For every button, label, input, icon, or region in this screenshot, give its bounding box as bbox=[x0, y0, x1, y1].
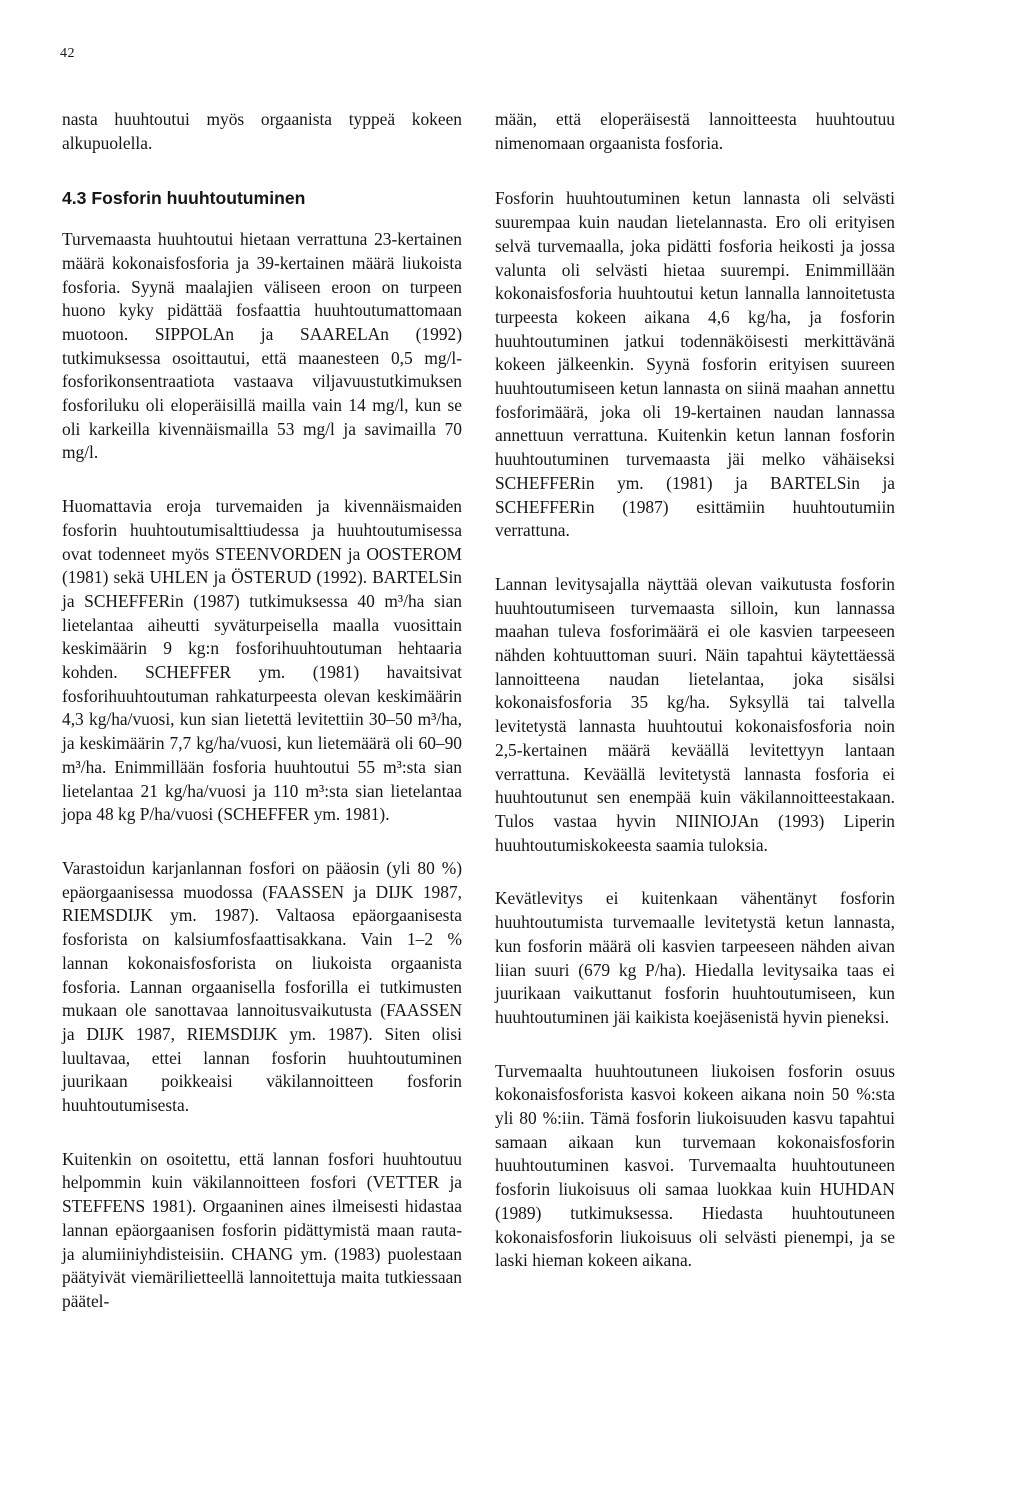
right-paragraph-continued: mään, että eloperäisestä lannoitteesta huuhtoutuu nimenomaan orgaanista fosforia. bbox=[495, 109, 895, 153]
right-paragraph-2: Lannan levitysajalla näyttää olevan vaikutusta fosforin huuhtoutumiseen turvemaasta silloin, kun lannassa maahan tuleva fosforimäärä ei ole kasvien tarpeeseen nähden kohtuuttoman suuri. Näin tapahtui käytettäessä lannoitteena naudan lietelantaa, joka sisälsi kokonaisfosforia 35 kg/ha. Syksyllä tai talvella levitetystä lannasta huuhtoutui kokonaisfosforia noin 2,5-kertainen määrä keväällä levitettyyn lantaan verrattuna. Keväällä levitetystä lannasta fosforia ei huuhtoutunut sen enempää kuin väkilannoitteestakaan. Tulos vastaa hyvin NIINIOJAn (1993) Liperin huuhtoutumiskokeesta saamia tuloksia. bbox=[495, 573, 895, 855]
page-number: 42 bbox=[60, 46, 75, 61]
left-paragraph-1: Turvemaasta huuhtoutui hietaan verrattuna 23-kertainen määrä kokonaisfosforia ja 39-kertainen määrä liukoista fosforia. Syynä maalajien väliseen eroon on turpeen huono kyky pidättää fosfaattia huuhtoutumattomaan muotoon. SIPPOLAn ja SAARELAn (1992) tutkimuksessa osoittautui, että maanesteen 0,5 mg/l-fosforikonsentraatiota vastaava viljavuustutkimuksen fosforiluku oli eloperäisillä mailla vain 14 mg/l, kun se oli karkeilla kivennäismailla 53 mg/l ja savimailla 70 mg/l. bbox=[62, 229, 462, 463]
left-paragraph-4: Kuitenkin on osoitettu, että lannan fosfori huuhtoutuu helpommin kuin väkilannoitteen fosfori (VETTER ja STEFFENS 1981). Orgaaninen aines ilmeisesti hidastaa lannan epäorgaanisen fosforin pidättymistä maan rauta- ja alumiiniyhdisteisiin. CHANG ym. (1983) puolestaan päätyivät viemärilietteellä lannoitettuja maita tutkiessaan päätel- bbox=[62, 1148, 462, 1311]
left-paragraph-3: Varastoidun karjanlannan fosfori on pääosin (yli 80 %) epäorgaanisessa muodossa (FAASSEN ja DIJK 1987, RIEMSDIJK ym. 1987). Valtaosa epäorgaanisesta fosforista on kalsiumfosfaattisakkana. Vain 1–2 % lannan kokonaisfosforista on liukoista orgaanista fosforia. Lannan orgaanisella fosforilla ei tutkimusten mukaan ole sanottavaa lannoitusvaikutusta (FAASSEN ja DIJK 1987, RIEMSDIJK ym. 1987). Siten olisi luultavaa, ettei lannan fosforin huuhtoutuminen juurikaan poikkeaisi väkilannoitteen fosforin huuhtoutumisesta. bbox=[62, 857, 462, 1116]
section-heading: 4.3 Fosforin huuhtoutuminen bbox=[62, 188, 306, 209]
right-paragraph-4: Turvemaalta huuhtoutuneen liukoisen fosforin osuus kokonaisfosforista kasvoi kokeen aikana noin 50 %:sta yli 80 %:iin. Tämä fosforin liukoisuuden kasvu tapahtui samaan aikaan kun turvemaan kokonaisfosforin huuhtoutuminen kasvoi. Turvemaalta huuhtoutuneen fosforin liukoisuus oli samaa luokkaa kuin HUHDAN (1989) tutkimuksessa. Hiedasta huuhtoutuneen kokonaisfosforin liukoisuus oli selvästi pienempi, ja se laski hieman kokeen aikana. bbox=[495, 1060, 895, 1271]
right-column bbox=[495, 108, 895, 1303]
left-paragraph-continued: nasta huuhtoutui myös orgaanista typpeä kokeen alkupuolella. bbox=[62, 109, 462, 153]
right-paragraph-1: Fosforin huuhtoutuminen ketun lannasta oli selvästi suurempaa kuin naudan lietelannasta. Ero oli erityisen selvä turvemaalla, joka pidätti fosforia heikosti ja jossa valunta oli selvästi hietaa suurempi. Enimmillään kokonaisfosforia huuhtoutui ketun lannalla lannoitetusta turpeesta kokeen aikana 4,6 kg/ha, ja fosforin huuhtoutuminen jatkui todennäköisesti merkittävänä kokeen jälkeenkin. Syynä fosforin erityisen suureen huuhtoutumiseen ketun lannasta on siinä maahan annettu fosforimäärä, joka oli 19-kertainen naudan lannassa annettuun verrattuna. Kuitenkin ketun lannan fosforin huuhtoutuminen turvemaasta jäi melko vähäiseksi SCHEFFERin ym. (1981) ja BARTELSin ja SCHEFFERin (1987) esittämiin huuhtoutumiin verrattuna. bbox=[495, 188, 895, 541]
left-paragraph-2: Huomattavia eroja turvemaiden ja kivennäismaiden fosforin huuhtoutumisalttiudessa ja huuhtoutumisessa ovat todenneet myös STEENVORDEN ja OOSTEROM (1981) sekä UHLEN ja ÖSTERUD (1992). BARTELSin ja SCHEFFERin (1987) tutkimuksessa 40 m³/ha sian lietelantaa aiheutti syväturpeisella maalla vuosittain keskimäärin 9 kg:n fosforihuuhtoutuman hehtaaria kohden. SCHEFFER ym. (1981) havaitsivat fosforihuuhtoutuman rahkaturpeesta olevan keskimäärin 4,3 kg/ha/vuosi, kun sian lietettä levitettiin 30–50 m³/ha, ja keskimäärin 7,7 kg/ha/vuosi, kun lietemäärä oli 60–90 m³/ha. Enimmillään fosforia huuhtoutui 55 m³:sta sian lietelantaa 21 kg/ha/vuosi ja 110 m³:sta sian lietelantaa jopa 48 kg P/ha/vuosi (SCHEFFER ym. 1981). bbox=[62, 496, 462, 825]
left-column bbox=[62, 108, 462, 1344]
right-paragraph-3: Kevätlevitys ei kuitenkaan vähentänyt fosforin huuhtoutumista turvemaalle levitetystä ketun lannasta, kun fosforin määrä oli kasvien tarpeeseen nähden aivan liian suuri (679 kg P/ha). Hiedalla levitysaika taas ei juurikaan vaikuttanut fosforin huuhtoutumiseen, kun huuhtoutuminen jäi kaikista koejäsenistä hyvin pieneksi. bbox=[495, 888, 895, 1027]
